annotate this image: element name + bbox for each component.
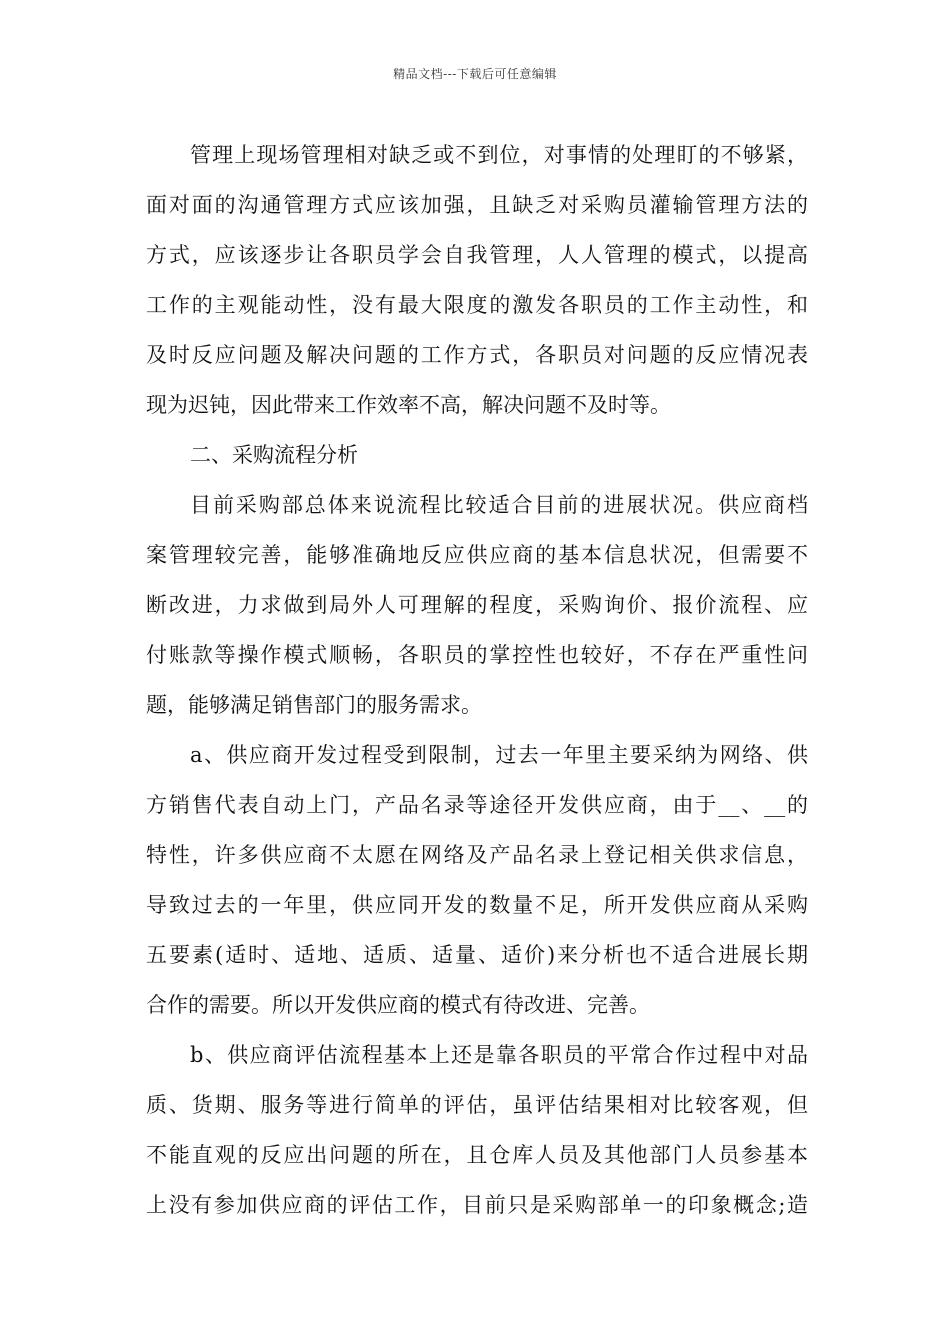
paragraph-line: 导致过去的一年里，供应同开发的数量不足，所开发供应商从采购 bbox=[146, 893, 808, 917]
paragraph-management bbox=[146, 130, 808, 430]
paragraph-item-a bbox=[146, 730, 808, 1030]
paragraph-line: 断改进，力求做到局外人可理解的程度，采购询价、报价流程、应 bbox=[146, 593, 808, 617]
paragraph-line: 目前采购部总体来说流程比较适合目前的进展状况。供应商档 bbox=[190, 493, 808, 517]
section-heading bbox=[146, 430, 808, 480]
paragraph-line: 付账款等操作模式顺畅，各职员的掌控性也较好，不存在严重性问 bbox=[146, 643, 808, 667]
paragraph-line: 工作的主观能动性，没有最大限度的激发各职员的工作主动性，和 bbox=[146, 293, 808, 317]
section-heading-text: 二、采购流程分析 bbox=[190, 443, 358, 467]
paragraph-line: 及时反应问题及解决问题的工作方式，各职员对问题的反应情况表 bbox=[146, 343, 808, 367]
paragraph-line: 合作的需要。所以开发供应商的模式有待改进、完善。 bbox=[146, 993, 650, 1017]
paragraph-line: 特性，许多供应商不太愿在网络及产品名录上登记相关供求信息， bbox=[146, 843, 808, 867]
paragraph-line: 上没有参加供应商的评估工作，目前只是采购部单一的印象概念;造 bbox=[146, 1193, 808, 1217]
paragraph-line: 方式，应该逐步让各职员学会自我管理，人人管理的模式，以提高 bbox=[146, 243, 808, 267]
paragraph-item-b bbox=[146, 1030, 808, 1230]
paragraph-line: 案管理较完善，能够准确地反应供应商的基本信息状况，但需要不 bbox=[146, 543, 808, 567]
paragraph-line: 管理上现场管理相对缺乏或不到位，对事情的处理盯的不够紧， bbox=[190, 143, 808, 167]
paragraph-line: a、供应商开发过程受到限制，过去一年里主要采纳为网络、供 bbox=[190, 743, 808, 767]
paragraph-line: 方销售代表自动上门，产品名录等途径开发供应商，由于__、__的 bbox=[146, 793, 808, 817]
paragraph-line: b、供应商评估流程基本上还是靠各职员的平常合作过程中对品 bbox=[190, 1043, 808, 1067]
document-body bbox=[146, 130, 808, 1230]
paragraph-line: 质、货期、服务等进行简单的评估，虽评估结果相对比较客观，但 bbox=[146, 1093, 808, 1117]
paragraph-line: 面对面的沟通管理方式应该加强，且缺乏对采购员灌输管理方法的 bbox=[146, 193, 808, 217]
paragraph-line: 现为迟钝，因此带来工作效率不高，解决问题不及时等。 bbox=[146, 393, 671, 417]
paragraph-line: 五要素(适时、适地、适质、适量、适价)来分析也不适合进展长期 bbox=[146, 943, 808, 967]
paragraph-process-overview bbox=[146, 480, 808, 730]
page-header: 精品文档---下载后可任意编辑 bbox=[393, 67, 557, 81]
paragraph-line: 不能直观的反应出问题的所在，且仓库人员及其他部门人员参基本 bbox=[146, 1143, 808, 1167]
paragraph-line: 题，能够满足销售部门的服务需求。 bbox=[146, 693, 482, 717]
